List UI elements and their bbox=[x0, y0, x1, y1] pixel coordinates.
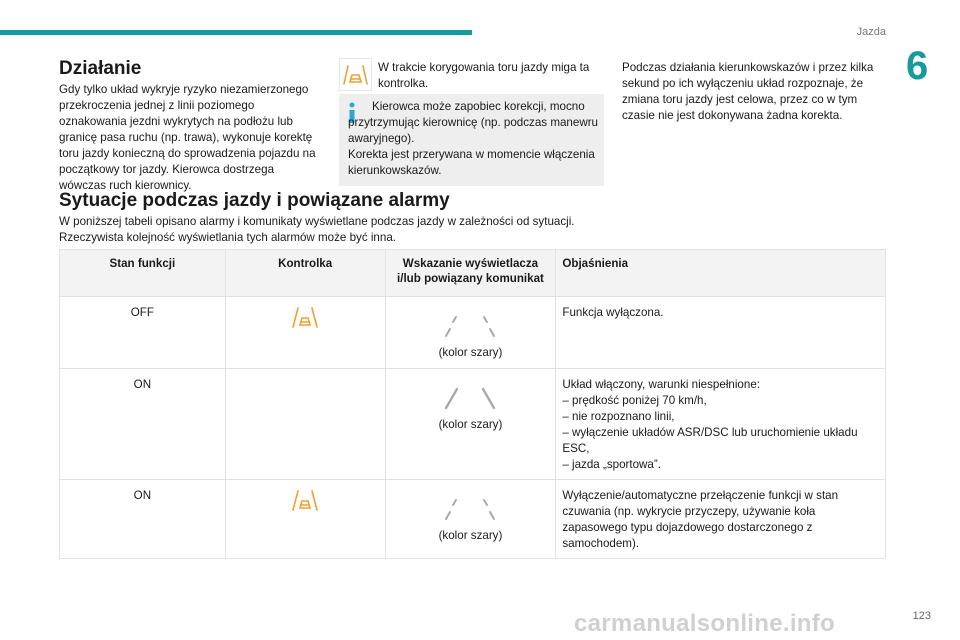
state-cell: ON bbox=[60, 369, 226, 480]
lamp-cell bbox=[225, 480, 385, 559]
list-item: – wyłączenie układów ASR/DSC lub uruchomienie układu ESC, bbox=[562, 426, 858, 455]
list-item: – prędkość poniżej 70 km/h, bbox=[562, 394, 707, 407]
paragraph-right: Podczas działania kierunkowskazów i przez kilka sekund po ich wyłączeniu układ rozpoznaje, że zmiana toru jazdy jest celowa, przez co w tym czasie nie jest dokonywana żadna korekta. bbox=[622, 61, 874, 122]
display-caption: (kolor szary) bbox=[438, 418, 503, 431]
display-cell bbox=[385, 297, 556, 369]
display-cell bbox=[385, 480, 556, 559]
conditions-list bbox=[562, 393, 879, 473]
explanation-text: Układ włączony, warunki niespełnione: bbox=[562, 378, 760, 391]
display-caption: (kolor szary) bbox=[438, 529, 503, 542]
lane-assist-icon bbox=[290, 488, 320, 514]
table-intro bbox=[59, 214, 899, 246]
heading-dzialanie: Działanie bbox=[59, 58, 142, 79]
list-item: – nie rozpoznano linii, bbox=[562, 410, 675, 423]
heading-sytuacje: Sytuacje podczas jazdy i powiązane alarmy bbox=[59, 190, 450, 211]
info-text-1: Kierowca może zapobiec korekcji, mocno przytrzymując kierownicę (np. podczas manewru awaryjnego). bbox=[348, 100, 599, 145]
section-label: Jazda bbox=[856, 26, 886, 38]
header-objasnienia: Objaśnienia bbox=[556, 250, 886, 297]
table-row bbox=[60, 480, 886, 559]
solid-lanes-icon bbox=[440, 387, 500, 411]
explanation-cell bbox=[556, 369, 886, 480]
intro-line-1: W poniższej tabeli opisano alarmy i komunikaty wyświetlane podczas jazdy w zależności od sytuacji. bbox=[59, 215, 575, 228]
header-accent-bar bbox=[0, 30, 472, 35]
intro-line-2: Rzeczywista kolejność wyświetlania tych alarmów może być inna. bbox=[59, 231, 396, 244]
dashed-lanes-icon bbox=[440, 315, 500, 339]
state-cell: ON bbox=[60, 480, 226, 559]
lane-assist-icon bbox=[290, 305, 320, 331]
state-cell: OFF bbox=[60, 297, 226, 369]
info-text-2: Korekta jest przerywana w momencie włączenia kierunkowskazów. bbox=[348, 148, 595, 177]
list-item: – jazda „sportowa”. bbox=[562, 458, 661, 471]
lamp-cell bbox=[225, 369, 385, 480]
lamp-cell bbox=[225, 297, 385, 369]
header-kontrolka: Kontrolka bbox=[225, 250, 385, 297]
header-stan: Stan funkcji bbox=[60, 250, 226, 297]
explanation-cell: Wyłączenie/automatyczne przełączenie funkcji w stan czuwania (np. wykrycie przyczepy, używanie koła zapasowego typu dojazdowego dostarczonego z samochodem). bbox=[556, 480, 886, 559]
watermark: carmanualsonline.info bbox=[574, 610, 836, 637]
alarms-table bbox=[59, 249, 886, 559]
dashed-lanes-icon bbox=[440, 498, 500, 522]
table-row bbox=[60, 297, 886, 369]
warning-text: W trakcie korygowania toru jazdy miga ta kontrolka. bbox=[378, 61, 590, 90]
paragraph-dzialanie: Gdy tylko układ wykryje ryzyko niezamierzonego przekroczenia jednej z linii poziomego oznakowania jezdni wykrytych na podłożu lub granicę pasa ruchu (np. trawa), wykonuje korektę toru jazdy konieczną do sprowadzenia pojazdu na początkowy tor jazdy. Kierowca dostrzega wówczas ruch kierownicy. bbox=[59, 83, 316, 192]
lane-assist-icon bbox=[339, 58, 372, 91]
table-header-row bbox=[60, 250, 886, 297]
header-wskazanie: Wskazanie wyświetlacza i/lub powiązany komunikat bbox=[385, 250, 556, 297]
display-cell bbox=[385, 369, 556, 480]
explanation-cell: Funkcja wyłączona. bbox=[556, 297, 886, 369]
page-number: 123 bbox=[912, 610, 931, 622]
chapter-number: 6 bbox=[906, 44, 929, 88]
info-box bbox=[339, 94, 604, 186]
display-caption: (kolor szary) bbox=[438, 346, 503, 359]
table-row bbox=[60, 369, 886, 480]
